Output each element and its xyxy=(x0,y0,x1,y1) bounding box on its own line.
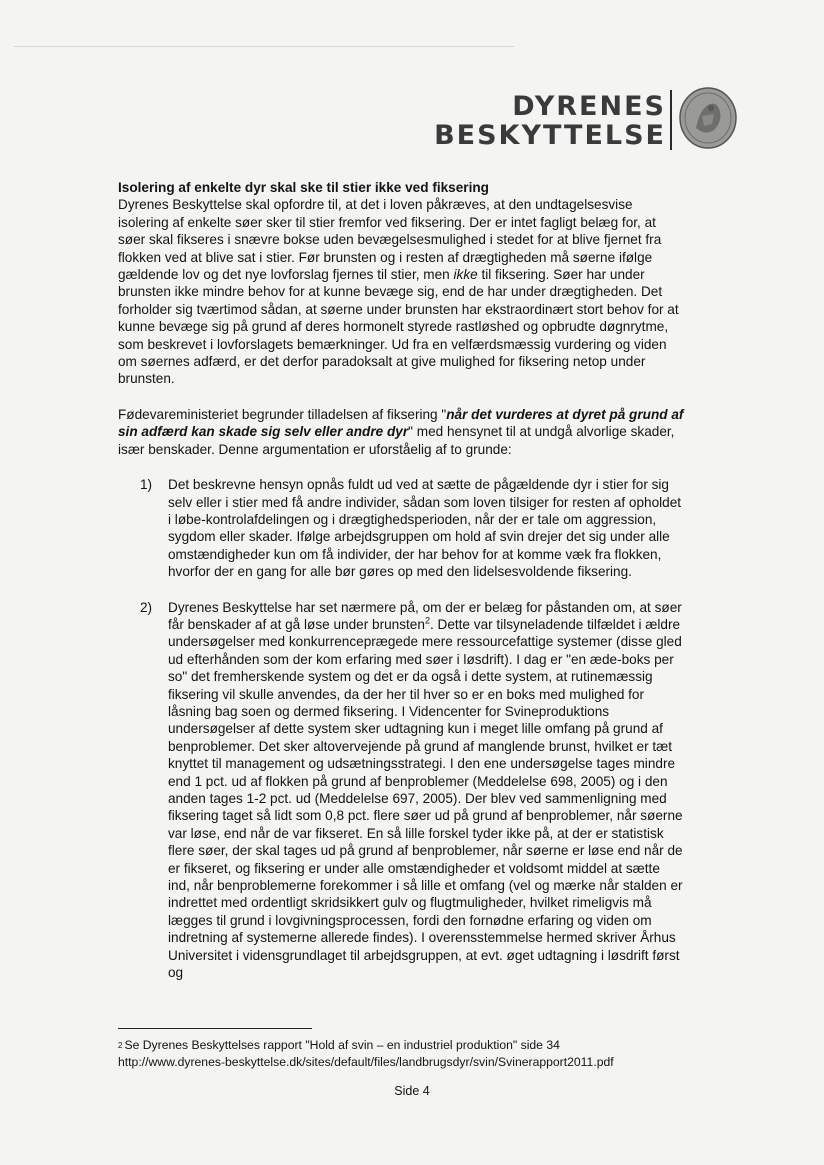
seal-emblem-icon xyxy=(678,86,738,150)
document-body xyxy=(118,179,684,999)
paragraph-1 xyxy=(118,196,684,387)
list-item-number: 2) xyxy=(140,599,153,615)
footnote-line-1 xyxy=(118,1037,698,1054)
list-item-text-b: . Dette var tilsyneladende tilfældet i ældre undersøgelser med konkurrenceprægede mere ressourcefattige systemer (disse gled ud efterhånden som der kom erfaring med søer i løsdrift). I dag er "en æde-boks per so" det fremherskende system og det er da også i dette system, at rutinemæssig fiksering vil skulle anvendes, da der her til hver so er en boks med mulighed for låsning bag soen og dermed fiksering. I Videncenter for Svineproduktions undersøgelser af dette system sker udtagning kun i meget lille omfang på grund af benproblemer. Det sker altovervejende på grund af manglende brunst, hvilket er tæt knyttet til management og udsætningsstrategi. I den ene undersøgelse tages mindre end 1 pct. ud af flokken på grund af benproblemer (Meddelelse 698, 2005) og i den anden tages 1-2 pct. ud (Meddelelse 697, 2005). Der blev ved sammenligning med fiksering taget så lidt som 0,8 pct. flere søer ud på grund af benproblemer, når søerne var løse, end når de var fikseret. En så lille forskel tyder ikke på, at der er statistisk flere søer, der skal tages ud på grund af benproblemer, når søerne er løse end når de er fikseret, og fiksering er under alle omstændigheder et voldsomt middel at sætte ind, når benproblemerne forekommer i så lille et omfang (vel og mærke når stalden er indrettet med ordentligt skridsikkert gulv og flugtmuligheder, hvilket rimeligvis må lægges til grund i lovgivningsprocessen, fordi den fornødne erfaring og viden om indretning af systemerne allerede findes). I overensstemmelse hermed skriver Århus Universitet i vidensgrundlaget til arbejdsgruppen, at evt. øget udtagning i løsdrift først og xyxy=(168,616,683,981)
paragraph-2-text-b: " med hensynet til at undgå alvorlige skader, især benskader. Denne argumentation er uforståelig af to grunde: xyxy=(118,424,675,457)
paragraph-2-quote: når det vurderes at dyret på grund af sin adfærd kan skade sig selv eller andre dyr xyxy=(118,406,684,440)
section-heading: Isolering af enkelte dyr skal ske til stier ikke ved fiksering xyxy=(118,180,489,195)
logo-line-1: DYRENES xyxy=(512,91,666,122)
paragraph-2 xyxy=(118,406,684,458)
organization-logo xyxy=(434,86,752,156)
list-item xyxy=(118,476,684,580)
footnote-text: Se Dyrenes Beskyttelses rapport "Hold af svin – en industriel produktion" side 34 xyxy=(124,1038,560,1052)
numbered-list xyxy=(118,476,684,981)
scan-artifact-line xyxy=(14,46,514,47)
paragraph-2-text-a: Fødevareministeriet begrunder tilladelsen af fiksering " xyxy=(118,406,447,422)
list-item-text: Det beskrevne hensyn opnås fuldt ud ved at sætte de pågældende dyr i stier for sig selv eller i stier med få andre individer, sådan som loven tilsiger for resten af opholdet i løbe-kontrolafdelingen og i drægtighedsperioden, når der er tale om aggression, sygdom eller skader. Ifølge arbejdsgruppen om hold af svin drejer det sig under alle omstændigheder kun om få individer, der har behov for at komme væk fra flokken, hvorfor der en gang for alle bør gøres op med den lidelsesvoldende fiksering. xyxy=(168,477,682,580)
paragraph-1-text-a: Dyrenes Beskyttelse skal opfordre til, at det i loven påkræves, at den undtagelsesvise isolering af enkelte søer sker til stier fremfor ved fiksering. Der er intet fagligt belæg for, at søer skal fikseres i snævre bokse uden bevægelsesmulighed i stedet for at blive fjernet fra flokken ved at blive sat i stier. Før brunsten og i resten af drægtigheden må søerne ifølge gældende lov og det nye lovforslag fjernes til stier, men xyxy=(118,197,662,283)
logo-divider xyxy=(670,90,672,150)
logo-wordmark xyxy=(434,92,666,150)
paragraph-1-emphasis: ikke xyxy=(453,267,478,283)
logo-line-2: BESKYTTELSE xyxy=(434,120,666,151)
list-item-text-a: Dyrenes Beskyttelse har set nærmere på, om der er belæg for påstanden om, at søer får benskader af at gå løse under brunsten xyxy=(168,599,682,632)
page-number: Side 4 xyxy=(394,1084,430,1098)
footnote xyxy=(118,1037,698,1071)
paragraph-1-text-b: til fiksering. Søer har under brunsten ikke mindre behov for at kunne bevæge sig, end de har under drægtigheden. Det forholder sig tværtimod sådan, at søerne under brunsten har ekstraordinært stort behov for at kunne bevæge sig på grund af deres hormonelt styrede rastløshed og opbrudte døgnrytme, som beskrevet i lovforslagets bemærkninger. Ud fra en velfærdsmæssig vurdering og viden om søernes adfærd, er det derfor paradoksalt at give mulighed for fiksering netop under brunsten. xyxy=(118,267,679,387)
footnote-reference[interactable]: 2 xyxy=(424,615,430,626)
footnote-marker: 2 xyxy=(118,1041,123,1050)
list-item-number: 1) xyxy=(140,477,153,493)
footnote-url[interactable]: http://www.dyrenes-beskyttelse.dk/sites/default/files/landbrugsdyr/svin/Svinerapport2011.pdf xyxy=(118,1055,614,1069)
footnote-divider xyxy=(118,1028,312,1029)
list-item xyxy=(118,599,684,982)
